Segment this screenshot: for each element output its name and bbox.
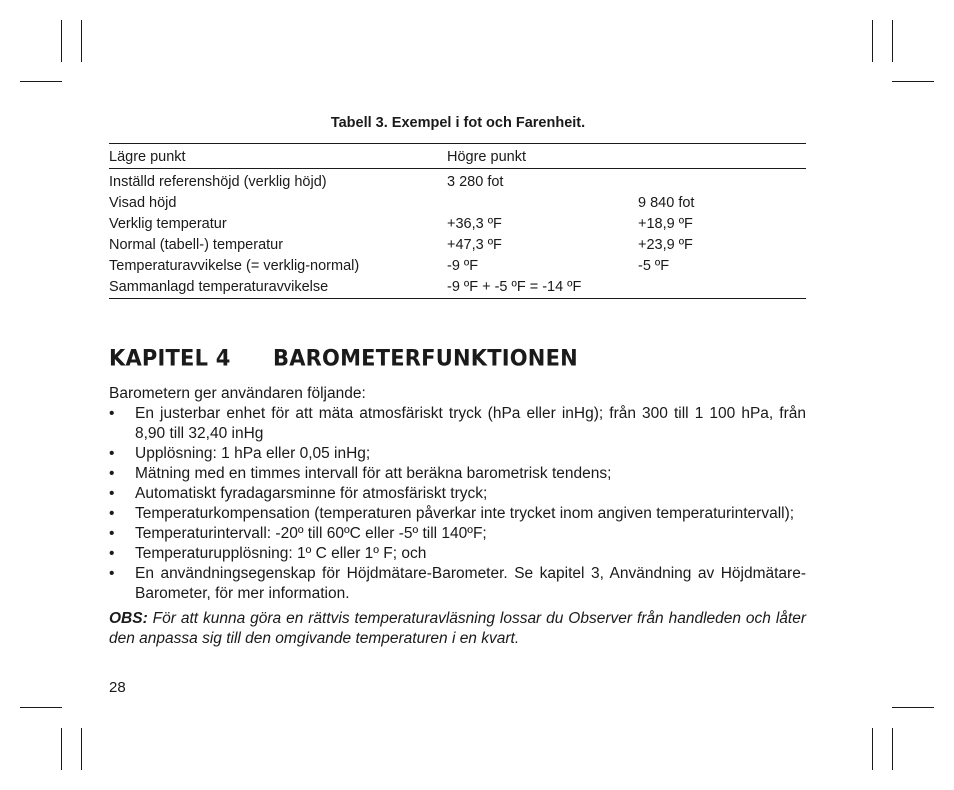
table-cell: +36,3 ºF — [447, 216, 502, 232]
table-cell: Temperaturavvikelse (= verklig-normal) — [109, 258, 360, 274]
crop-mark — [892, 81, 934, 82]
list-item-text: Upplösning: 1 hPa eller 0,05 inHg; — [135, 445, 371, 462]
table-cell: -9 ºF + -5 ºF = -14 ºF — [447, 279, 582, 295]
list-item-text: Mätning med en timmes intervall för att beräkna barometrisk tendens; — [135, 465, 612, 482]
crop-mark — [81, 20, 82, 62]
note-text: För att kunna göra en rättvis temperaturavläsning lossar du Observer från handleden och låter den anpassa sig till den omgivande temperaturen i en kvart. — [109, 610, 806, 647]
table-cell: +18,9 ºF — [638, 216, 693, 232]
list-item-text: Temperaturupplösning: 1º C eller 1º F; och — [135, 545, 427, 562]
crop-mark — [872, 20, 873, 62]
table-row — [109, 256, 806, 277]
list-item-text: Automatiskt fyradagarsminne för atmosfäriskt tryck; — [135, 485, 488, 502]
chapter-title: BAROMETERFUNKTIONEN — [273, 345, 578, 371]
list-item — [109, 404, 806, 444]
intro-paragraph: Barometern ger användaren följande: — [109, 385, 366, 402]
list-item — [109, 464, 806, 484]
list-item-text: Temperaturintervall: -20º till 60ºC eller -5º till 140ºF; — [135, 525, 487, 542]
bullet-icon: • — [109, 485, 115, 502]
header-cell: Högre punkt — [447, 149, 526, 165]
example-table — [109, 143, 806, 299]
list-item — [109, 524, 806, 544]
table-cell: -9 ºF — [447, 258, 479, 274]
table-cell: +47,3 ºF — [447, 237, 502, 253]
table-row — [109, 172, 806, 193]
list-item — [109, 564, 806, 604]
table-row — [109, 277, 806, 298]
table-row — [109, 214, 806, 235]
chapter-body — [109, 384, 806, 649]
table-cell: Visad höjd — [109, 195, 177, 211]
crop-mark — [81, 728, 82, 770]
header-cell: Lägre punkt — [109, 149, 186, 165]
crop-mark — [892, 20, 893, 62]
table-cell: Verklig temperatur — [109, 216, 227, 232]
bullet-icon: • — [109, 445, 115, 462]
table-cell: Normal (tabell-) temperatur — [109, 237, 284, 253]
table-cell: Sammanlagd temperaturavvikelse — [109, 279, 329, 295]
bullet-icon: • — [109, 525, 115, 542]
crop-mark — [20, 707, 62, 708]
table-caption: Tabell 3. Exempel i fot och Farenheit. — [330, 115, 586, 131]
crop-mark — [20, 81, 62, 82]
feature-list — [109, 404, 806, 604]
list-item-text: Temperaturkompensation (temperaturen påverkar inte trycket inom angiven temperaturintervall); — [135, 505, 795, 522]
list-item — [109, 484, 806, 504]
table-row — [109, 235, 806, 256]
table-cell: Inställd referenshöjd (verklig höjd) — [109, 174, 327, 190]
crop-mark — [892, 707, 934, 708]
crop-mark — [892, 728, 893, 770]
crop-mark — [61, 20, 62, 62]
list-item — [109, 504, 806, 524]
table-cell: +23,9 ºF — [638, 237, 693, 253]
crop-mark — [872, 728, 873, 770]
table-cell: -5 ºF — [638, 258, 670, 274]
bullet-icon: • — [109, 465, 115, 482]
page-number: 28 — [109, 679, 126, 696]
bullet-icon: • — [109, 545, 115, 562]
list-item-text: En justerbar enhet för att mäta atmosfäriskt tryck (hPa eller inHg); från 300 till 1 100 hPa, från 8,90 till 32,40 inHg — [135, 405, 806, 442]
chapter-heading — [109, 345, 578, 370]
crop-mark — [61, 728, 62, 770]
table-row — [109, 193, 806, 214]
note-label: OBS: — [109, 610, 148, 627]
list-item-text: En användningsegenskap för Höjdmätare-Barometer. Se kapitel 3, Användning av Höjdmätare-Barometer, för mer information. — [135, 565, 806, 602]
list-item — [109, 444, 806, 464]
table-cell: 3 280 fot — [447, 174, 504, 190]
chapter-number: KAPITEL 4 — [109, 345, 231, 371]
note-paragraph — [109, 609, 806, 649]
table-rule-bottom — [109, 298, 806, 299]
bullet-icon: • — [109, 505, 115, 522]
bullet-icon: • — [109, 565, 115, 582]
table-cell: 9 840 fot — [638, 195, 695, 211]
list-item — [109, 544, 806, 564]
table-header-row — [109, 144, 806, 168]
bullet-icon: • — [109, 405, 115, 422]
